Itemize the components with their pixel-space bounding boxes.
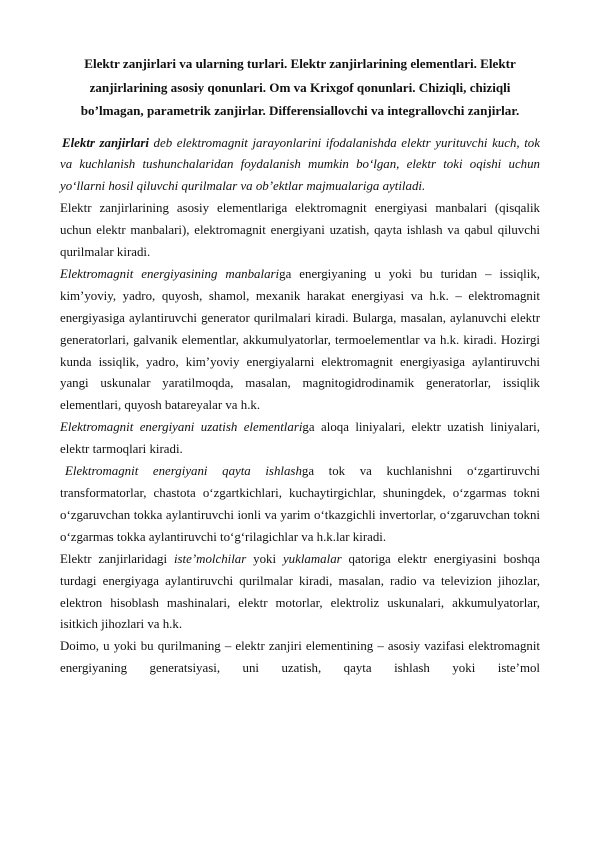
consumers-text-a: Elektr zanjirlaridagi xyxy=(60,551,174,566)
paragraph-transmission xyxy=(60,417,540,461)
definition-text: deb elektromagnit jarayonlarini ifodalanishda elektr yurituvchi kuch, tok va kuchlanish tushunchalaridan foydalanish mumkin bo‘lgan, elektr toki oqishi uchun yo‘llarni hosil qiluvchi qurilmalar va ob’ektlar majmualariga aytiladi. xyxy=(60,135,540,194)
paragraph-processing xyxy=(60,461,540,549)
term-processing: Elektromagnit energiyani qayta ishlash xyxy=(65,464,302,479)
transmission-text: ga aloqa liniyalari, elektr uzatish liniyalari, elektr tarmoqlari kiradi. xyxy=(60,420,540,457)
paragraph-function: Doimo, u yoki bu qurilmaning – elektr zanjiri elementining – asosiy vazifasi elektromagnit energiyaning generatsiyasi, uni uzatish, qayta ishlash yoki iste’mol xyxy=(60,639,540,676)
document-title: Elektr zanjirlari va ularning turlari. Elektr zanjirlarining elementlari. Elektr zanjirlarining asosiy qonunlari. Om va Krixgof qonunlari. Chiziqli, chiziqli bo’lmagan, parametrik zanjirlar. Differensiallovchi va integrallovchi zanjirlar. xyxy=(80,56,520,118)
term-elektr-zanjirlari: Elektr zanjirlari xyxy=(62,135,149,150)
document-page xyxy=(60,52,540,680)
term-loads: yuklamalar xyxy=(282,551,342,566)
consumers-text-b: yoki xyxy=(246,551,283,566)
term-consumers: iste’molchilar xyxy=(173,551,247,566)
paragraph-main-elements: Elektr zanjirlarining asosiy elementlariga elektromagnit energiyasi manbalari (qisqalik uchun elektr manbalari), elektromagnit energiyani uzatish, qayta ishlash va qabul qiluvchi qurilmalar kiradi. xyxy=(60,201,540,260)
term-energy-sources: Elektromagnit energiyasining manbalari xyxy=(60,266,280,281)
term-transmission: Elektromagnit energiyani uzatish elementlari xyxy=(60,420,303,435)
paragraph-energy-sources xyxy=(60,264,540,417)
consumers-text-c: qatoriga elektr energiyasini boshqa turdagi energiyaga aylantiruvchi qurilmalar kiradi, masalan, radio va televizion jihozlar, elektron hisoblash mashinalari, elektr motorlar, elektroliz uskunalari, akkumulyatorlar, isitkich jihozlari va h.k. xyxy=(60,551,540,632)
paragraph-consumers xyxy=(60,549,540,637)
paragraph-definition xyxy=(60,133,540,199)
energy-sources-text: ga energiyaning u yoki bu turidan – issiqlik, kim’yoviy, yadro, quyosh, shamol, mexanik harakat energiyasi va h.k. – elektromagnit energiyasiga aylantiruvchi generator qurilmalari kiradi. Bularga, masalan, aylanuvchi elektr generatorlari, galvanik elementlar, akkumulyatorlar, termoelementlar va h.k. kiradi. Hozirgi kunda issiqlik, yadro, kim’yoviy energiyalarni elektromagnit energiyasiga aylantiruvchi yangi uskunalar yaratilmoqda, masalan, magnitogidrodinamik generatorlar, issiqlik elementlari, quyosh batareyalar va h.k. xyxy=(60,266,541,413)
processing-text: ga tok va kuchlanishni o‘zgartiruvchi transformatorlar, chastota o‘zgartkichlari, kuchaytirgichlar, shuningdek, o‘zgarmas tokni o‘zgaruvchan tokka aylantiruvchi ionli va yarim o‘tkazgichli invertorlar, o‘zgaruvchan tokni o‘zgarmas tokka aylantiruvchi to‘g‘rilagichlar va h.k.lar kiradi. xyxy=(60,464,540,544)
